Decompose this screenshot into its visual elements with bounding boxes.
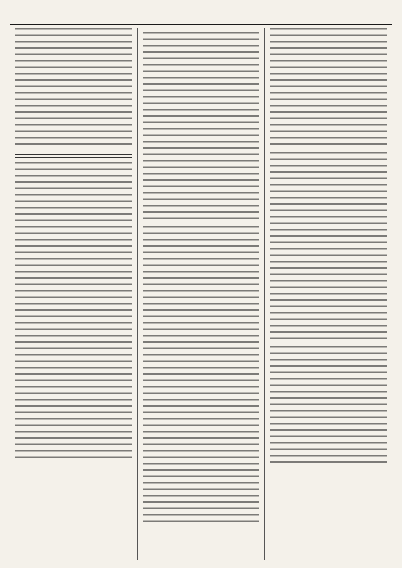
column-2-text-block [143,226,260,526]
section-title [15,154,132,158]
text-columns [10,28,392,560]
column-1-text-block [15,162,132,462]
masthead [10,6,392,25]
column-1-text-block [15,28,132,148]
column-3 [264,28,392,560]
column-3-text-block [270,28,387,148]
column-1 [10,28,137,560]
column-2-text-block [143,32,260,222]
column-2 [137,28,265,560]
column-3-text-block [270,346,387,466]
column-3-text-block [270,152,387,342]
